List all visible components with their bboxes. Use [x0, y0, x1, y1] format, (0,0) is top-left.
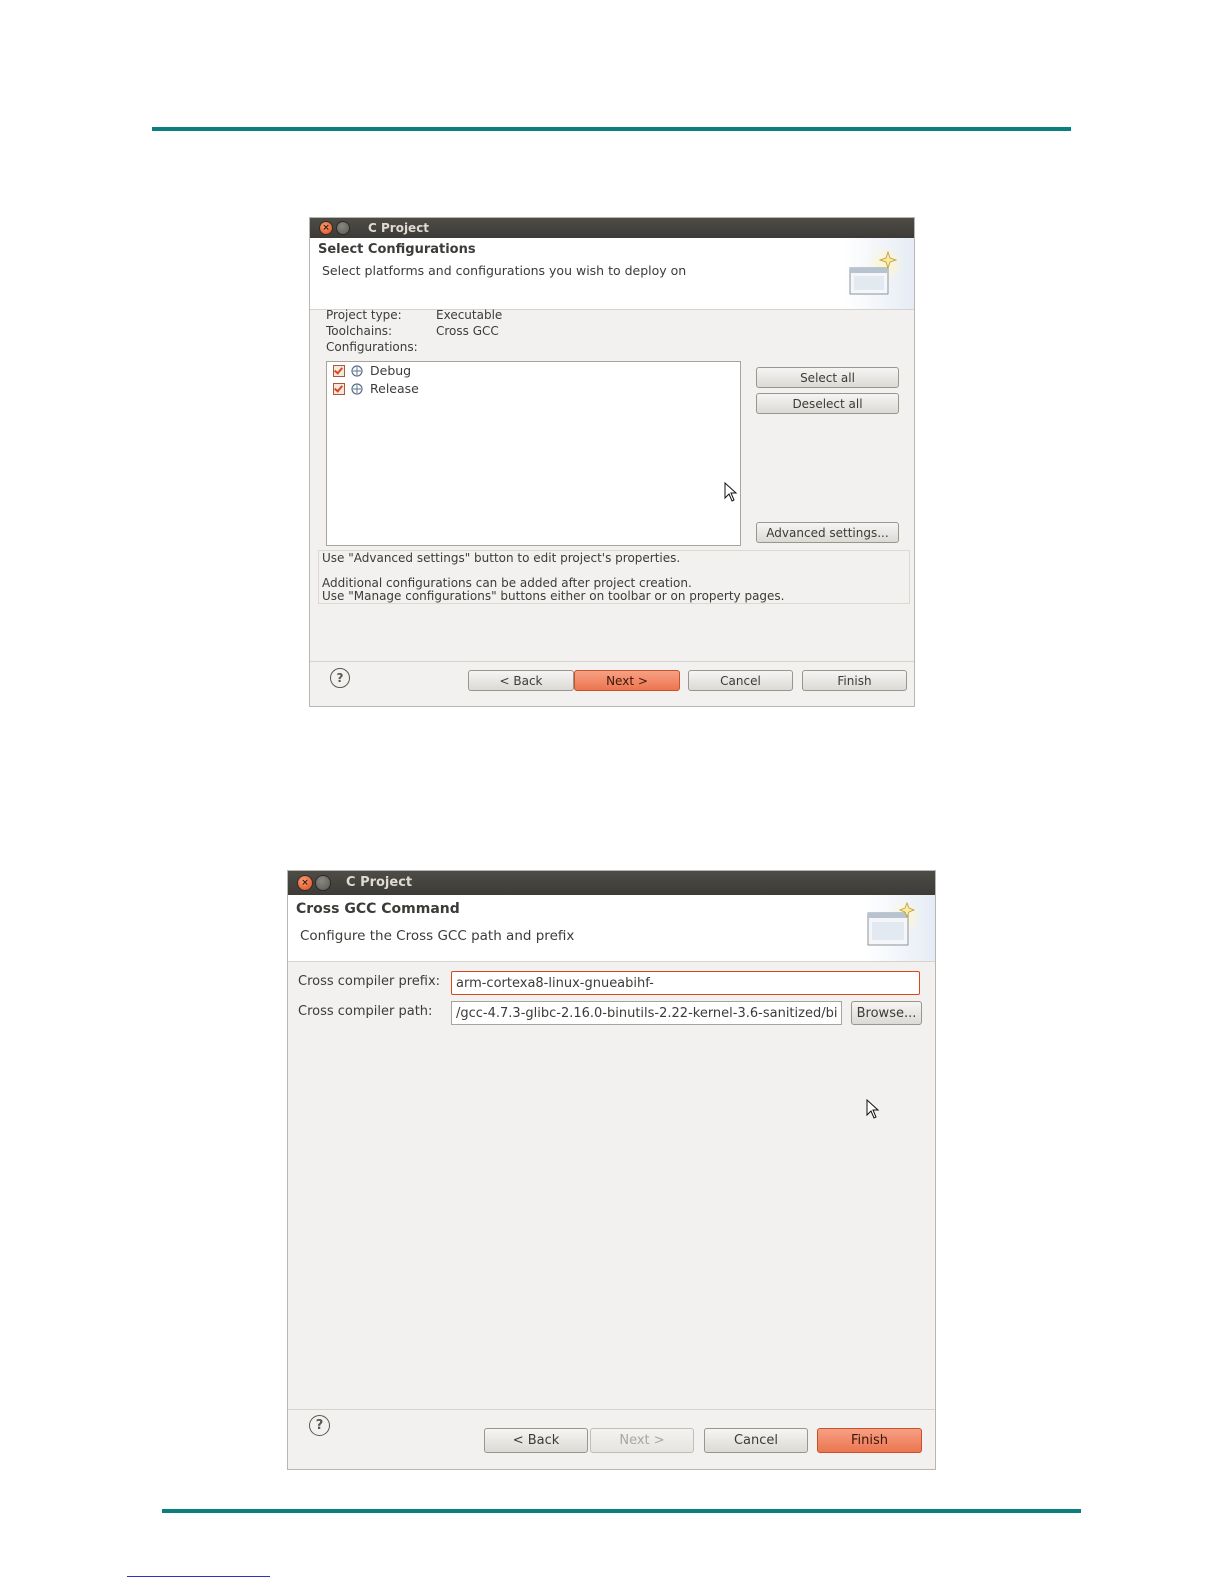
help-icon[interactable]: ? [309, 1415, 330, 1436]
page-description: Select platforms and configurations you wish to deploy on [322, 263, 687, 278]
finish-button[interactable]: Finish [817, 1428, 922, 1453]
select-all-button[interactable]: Select all [756, 367, 899, 388]
minimize-icon[interactable] [316, 876, 330, 890]
close-icon[interactable]: × [320, 222, 332, 234]
mouse-pointer-icon [724, 482, 738, 502]
list-item[interactable] [333, 380, 419, 397]
next-button[interactable]: Next > [590, 1428, 694, 1453]
button-bar-separator [310, 661, 914, 662]
info-text-area [318, 550, 910, 604]
cross-gcc-command-dialog [288, 871, 935, 1469]
select-configurations-dialog [310, 218, 914, 706]
advanced-settings-button[interactable]: Advanced settings... [756, 522, 899, 543]
cross-compiler-prefix-label: Cross compiler prefix: [298, 974, 441, 989]
info-line: Additional configurations can be added after project creation. [322, 576, 692, 590]
minimize-icon[interactable] [337, 222, 349, 234]
window-title: C Project [346, 875, 413, 890]
list-item[interactable] [333, 362, 411, 379]
page-header-rule [152, 127, 1071, 131]
new-project-wizard-icon [844, 238, 914, 309]
checkbox-debug[interactable] [333, 365, 345, 377]
toolchains-label: Toolchains: [326, 324, 393, 338]
close-icon[interactable]: × [298, 876, 312, 890]
next-button[interactable]: Next > [574, 670, 680, 691]
configurations-label: Configurations: [326, 340, 418, 354]
cross-compiler-path-input[interactable] [451, 1001, 842, 1025]
finish-button[interactable]: Finish [802, 670, 907, 691]
project-type-label: Project type: [326, 308, 402, 322]
browse-button[interactable]: Browse... [851, 1001, 922, 1025]
deselect-all-button[interactable]: Deselect all [756, 393, 899, 414]
button-bar-separator [288, 1409, 935, 1410]
cross-compiler-prefix-input[interactable] [451, 971, 920, 995]
cancel-button[interactable]: Cancel [688, 670, 793, 691]
info-line: Use "Advanced settings" button to edit project's properties. [322, 551, 681, 565]
mouse-pointer-icon [866, 1099, 880, 1119]
config-label-debug: Debug [370, 363, 412, 378]
cancel-button[interactable]: Cancel [704, 1428, 808, 1453]
configuration-icon [351, 365, 363, 377]
wizard-banner [288, 895, 935, 962]
project-type-value: Executable [436, 308, 503, 322]
configurations-list[interactable] [326, 361, 741, 546]
page-title: Select Configurations [318, 242, 476, 257]
wizard-banner [310, 238, 914, 310]
checkbox-release[interactable] [333, 383, 345, 395]
window-title: C Project [368, 221, 430, 235]
back-button[interactable]: < Back [484, 1428, 588, 1453]
configuration-icon [351, 383, 363, 395]
back-button[interactable]: < Back [468, 670, 574, 691]
config-label-release: Release [370, 381, 419, 396]
cross-compiler-path-label: Cross compiler path: [298, 1004, 433, 1019]
new-project-wizard-icon [865, 895, 935, 961]
footer-link-underline [127, 1576, 270, 1577]
toolchains-value: Cross GCC [436, 324, 499, 338]
info-line: Use "Manage configurations" buttons either on toolbar or on property pages. [322, 589, 785, 603]
page-title: Cross GCC Command [296, 901, 460, 917]
page-description: Configure the Cross GCC path and prefix [300, 928, 575, 944]
help-icon[interactable]: ? [330, 668, 350, 688]
window-titlebar [288, 871, 935, 895]
window-titlebar [310, 218, 914, 238]
page-footer-rule [162, 1509, 1081, 1513]
